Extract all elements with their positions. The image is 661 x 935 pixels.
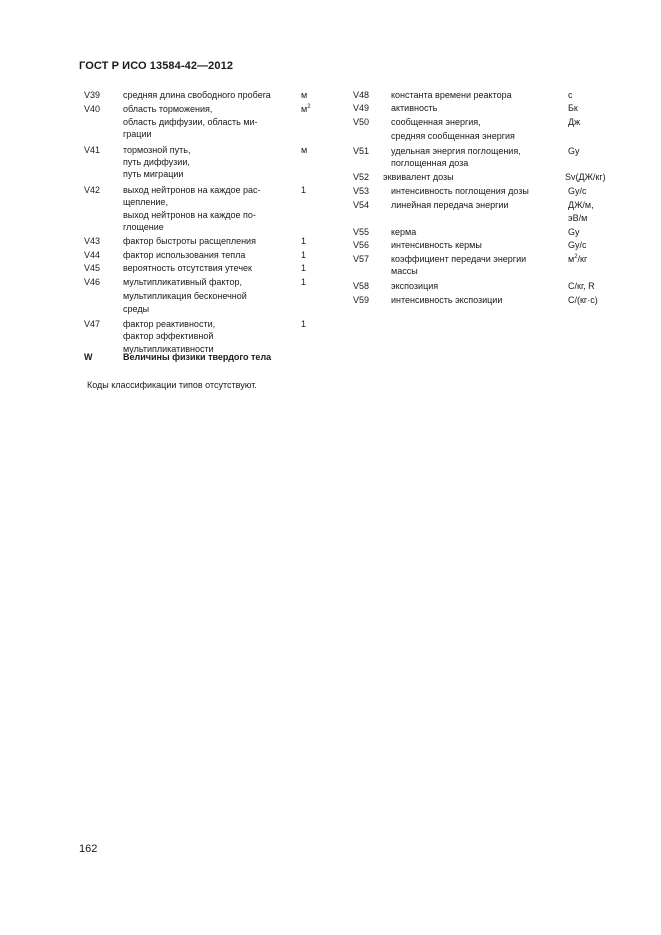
entry-v54 <box>353 199 623 224</box>
entry-code: V49 <box>353 103 370 114</box>
term-line: глощение <box>123 222 164 233</box>
entry-term <box>123 262 283 274</box>
right-column <box>353 89 623 307</box>
entry-unit: м <box>301 90 308 100</box>
entry-unit: 1 <box>301 263 307 274</box>
entry-code: V46 <box>84 276 101 287</box>
term-line: поглощенная доза <box>391 158 469 169</box>
entry-unit: С/кг, R <box>568 280 595 291</box>
entry-v56 <box>353 239 623 251</box>
entry-code: V41 <box>84 144 101 155</box>
entry-term <box>391 253 561 278</box>
term-line: выход нейтронов на каждое по- <box>123 209 256 220</box>
entry-v59 <box>353 294 623 306</box>
entry-code: V50 <box>353 116 370 127</box>
term-line: удельная энергия поглощения, <box>391 145 521 156</box>
entry-code: V51 <box>353 145 370 156</box>
unit-line: ДЖ/м, <box>568 200 594 211</box>
entry-v49 <box>353 102 623 114</box>
term-line: щепление, <box>123 197 168 208</box>
entry-v44 <box>84 249 324 261</box>
entry-term <box>123 184 283 234</box>
left-column <box>84 89 324 355</box>
entry-term <box>123 103 283 140</box>
term-line: область торможения, <box>123 104 213 115</box>
entry-v53 <box>353 185 623 197</box>
entry-unit: Gy <box>568 145 580 156</box>
entry-term <box>391 239 561 251</box>
entry-term <box>123 318 283 355</box>
term-line: средняя длина свободного пробега <box>123 90 271 100</box>
entry-term <box>391 199 561 224</box>
entry-code: V56 <box>353 240 370 251</box>
entry-unit: с <box>568 90 573 100</box>
entry-term <box>391 226 561 238</box>
entry-unit <box>568 199 594 224</box>
document-header: ГОСТ Р ИСО 13584-42—2012 <box>79 60 234 72</box>
entry-unit: м <box>301 144 308 155</box>
entry-unit: Sv(ДЖ/кг) <box>565 172 606 183</box>
entry-v48 <box>353 89 623 101</box>
section-title: Величины физики твердого тела <box>123 352 272 362</box>
entry-v41 <box>84 144 324 181</box>
entry-code: V54 <box>353 200 370 211</box>
entry-term <box>391 185 561 197</box>
entry-v58 <box>353 280 623 292</box>
entry-code: V47 <box>84 318 101 329</box>
entry-term <box>391 89 561 101</box>
term-line: эквивалент дозы <box>383 172 454 183</box>
entry-v51 <box>353 145 623 170</box>
entry-unit: Gy <box>568 227 580 238</box>
term-line: сообщенная энергия, <box>391 116 481 127</box>
term-line: интенсивность поглощения дозы <box>391 185 529 196</box>
entry-code: V53 <box>353 185 370 196</box>
entry-term <box>383 171 553 183</box>
unit-superscript: 2 <box>307 104 311 111</box>
entry-v39 <box>84 89 324 101</box>
entry-unit: 1 <box>301 236 307 247</box>
entry-term <box>391 145 561 170</box>
page-number: 162 <box>79 843 98 855</box>
term-line: фактор использования тепла <box>123 249 246 260</box>
entry-code: V58 <box>353 280 370 291</box>
entry-code: V40 <box>84 104 101 115</box>
entry-unit <box>568 253 587 265</box>
term-line: фактор эффективной <box>123 331 214 342</box>
entry-v45 <box>84 262 324 274</box>
entry-term <box>123 144 283 181</box>
entry-term <box>391 116 561 143</box>
entry-term <box>391 294 561 306</box>
entry-code: V39 <box>84 90 101 100</box>
entry-v50 <box>353 116 623 143</box>
entry-unit: Gy/c <box>568 240 587 251</box>
entry-code: V52 <box>353 172 370 183</box>
term-line: массы <box>391 266 418 277</box>
entry-v43 <box>84 235 324 247</box>
section-code: W <box>84 352 93 362</box>
entry-code: V59 <box>353 295 370 306</box>
term-line: фактор быстроты расщепления <box>123 236 256 247</box>
unit-suffix: /кг <box>577 253 588 264</box>
entry-v57 <box>353 253 623 278</box>
term-line: выход нейтронов на каждое рас- <box>123 184 261 195</box>
term-line: фактор реактивности, <box>123 318 216 329</box>
unit-base: м <box>301 104 308 115</box>
entry-v47 <box>84 318 324 355</box>
term-line: керма <box>391 227 417 238</box>
term-line: среды <box>123 303 150 314</box>
entry-unit: 1 <box>301 184 307 195</box>
entry-term <box>123 89 283 101</box>
entry-unit: Gy/c <box>568 185 587 196</box>
entry-unit: 1 <box>301 318 307 329</box>
term-line: средняя сообщенная энергия <box>391 131 515 142</box>
entry-code: V44 <box>84 249 101 260</box>
term-line: экспозиция <box>391 280 439 291</box>
entry-term <box>123 276 283 315</box>
entry-v40 <box>84 103 324 140</box>
term-line: коэффициент передачи энергии <box>391 253 527 264</box>
entry-code: V43 <box>84 236 101 247</box>
entry-code: V45 <box>84 263 101 274</box>
entry-code: V57 <box>353 253 370 264</box>
term-line: константа времени реактора <box>391 90 512 100</box>
unit-superscript: 2 <box>574 253 578 260</box>
entry-code: V48 <box>353 90 370 100</box>
entry-term <box>123 249 283 261</box>
term-line: мультипликативности <box>123 343 214 354</box>
entry-unit: 1 <box>301 249 307 260</box>
unit-line: эВ/м <box>568 212 588 223</box>
entry-v42 <box>84 184 324 234</box>
term-line: линейная передача энергии <box>391 200 509 211</box>
entry-v55 <box>353 226 623 238</box>
entry-v46 <box>84 276 324 315</box>
entry-v52 <box>353 171 623 183</box>
term-line: активность <box>391 103 438 114</box>
term-line: путь диффузии, <box>123 157 190 168</box>
term-line: интенсивность кермы <box>391 240 482 251</box>
entry-unit: Дж <box>568 116 581 127</box>
term-line: путь миграции <box>123 169 184 180</box>
entry-unit: 1 <box>301 276 307 287</box>
term-line: тормозной путь, <box>123 144 191 155</box>
term-line-spacer <box>391 212 561 224</box>
term-line: грации <box>123 129 152 140</box>
term-line: мультипликативный фактор, <box>123 276 242 287</box>
entry-unit: С/(кг·с) <box>568 295 598 306</box>
term-line: интенсивность экспозиции <box>391 295 503 306</box>
entry-unit: Бк <box>568 103 578 114</box>
entry-unit <box>301 103 311 115</box>
entry-code: V42 <box>84 184 101 195</box>
section-heading <box>84 352 272 362</box>
unit-base: м <box>568 253 575 264</box>
term-line: мультипликация бесконечной <box>123 291 247 302</box>
entry-code: V55 <box>353 227 370 238</box>
term-line: область диффузии, область ми- <box>123 116 258 127</box>
entry-term <box>391 280 561 292</box>
classification-note: Коды классификации типов отсутствуют. <box>87 380 257 390</box>
entry-term <box>391 102 561 114</box>
entry-term <box>123 235 283 247</box>
term-line: вероятность отсутствия утечек <box>123 263 252 274</box>
